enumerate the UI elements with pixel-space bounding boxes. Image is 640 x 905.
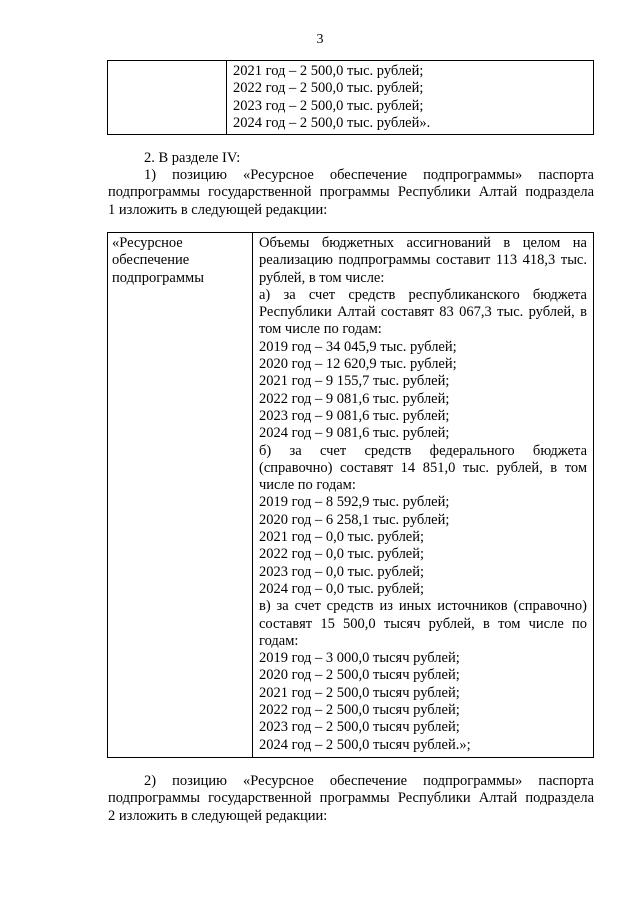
- table-main-line: том числе по годам:: [259, 321, 382, 338]
- table-main-line: 2021 год – 9 155,7 тыс. рублей;: [259, 373, 450, 390]
- table-main-line: 2021 год – 0,0 тыс. рублей;: [259, 529, 425, 546]
- paragraph-2-line: подпрограммы государственной программы Республики Алтай подраздела: [108, 790, 594, 807]
- table-main-line: в) за счет средств из иных источников (справочно): [259, 598, 587, 615]
- table-top-left-cell: [108, 61, 227, 135]
- table-main-line: 2020 год – 6 258,1 тыс. рублей;: [259, 511, 450, 528]
- paragraph-2-line: 2 изложить в следующей редакции:: [108, 807, 328, 824]
- table-resource-provision: [107, 232, 594, 758]
- table-main-left-line: подпрограммы: [112, 269, 204, 286]
- table-main-line: 2019 год – 3 000,0 тысяч рублей;: [259, 650, 460, 667]
- table-main-line: 2023 год – 9 081,6 тыс. рублей;: [259, 407, 450, 424]
- table-main-line: Объемы бюджетных ассигнований в целом на: [259, 235, 587, 251]
- table-main-line: (справочно) составят 14 851,0 тыс. рублей, в том: [259, 459, 587, 476]
- table-top-line: 2021 год – 2 500,0 тыс. рублей;: [233, 63, 424, 79]
- table-main-line: 2023 год – 0,0 тыс. рублей;: [259, 563, 425, 580]
- table-main-line: 2022 год – 2 500,0 тысяч рублей;: [259, 702, 460, 719]
- table-main-left-cell: [108, 233, 253, 758]
- table-main-line: 2020 год – 2 500,0 тысяч рублей;: [259, 667, 460, 684]
- table-main-line: годам:: [259, 632, 299, 649]
- paragraph-1-line: 1 изложить в следующей редакции:: [108, 201, 328, 218]
- table-main-line: а) за счет средств республиканского бюджета: [259, 286, 587, 303]
- paragraph-2-line: 2) позицию «Ресурсное обеспечение подпрограммы» паспорта: [144, 773, 594, 789]
- table-main-line: реализацию подпрограммы составит 113 418,3 тыс.: [259, 252, 587, 269]
- table-main-line: 2022 год – 0,0 тыс. рублей;: [259, 546, 425, 563]
- table-main-line: 2022 год – 9 081,6 тыс. рублей;: [259, 390, 450, 407]
- table-main-line: рублей, в том числе:: [259, 269, 385, 286]
- table-top-line: 2022 год – 2 500,0 тыс. рублей;: [233, 80, 424, 97]
- table-main-line: Республики Алтай составят 83 067,3 тыс. рублей, в: [259, 304, 587, 321]
- table-main-line: 2020 год – 12 620,9 тыс. рублей;: [259, 356, 457, 373]
- table-main-line: 2024 год – 0,0 тыс. рублей;: [259, 580, 425, 597]
- section-heading: 2. В разделе IV:: [144, 150, 241, 166]
- paragraph-2: [108, 773, 594, 825]
- table-main-line: б) за счет средств федерального бюджета: [259, 442, 587, 459]
- table-top-right-cell: [227, 61, 594, 135]
- paragraph-1: [108, 167, 594, 219]
- table-main-line: 2024 год – 2 500,0 тысяч рублей.»;: [259, 736, 471, 753]
- table-main-left-line: обеспечение: [112, 252, 190, 269]
- table-top-line: 2024 год – 2 500,0 тыс. рублей».: [233, 114, 431, 131]
- table-main-line: 2024 год – 9 081,6 тыс. рублей;: [259, 425, 450, 442]
- table-main-line: числе по годам:: [259, 477, 356, 494]
- table-top-fragment: [107, 60, 594, 135]
- table-main-left-line: «Ресурсное: [112, 235, 183, 251]
- table-main-right-cell: [253, 233, 594, 758]
- page-number: 3: [316, 32, 324, 47]
- table-main-line: 2023 год – 2 500,0 тысяч рублей;: [259, 719, 460, 736]
- table-main-line: составят 15 500,0 тысяч рублей, в том числе по: [259, 615, 587, 632]
- table-main-line: 2019 год – 8 592,9 тыс. рублей;: [259, 494, 450, 511]
- table-main-line: 2021 год – 2 500,0 тысяч рублей;: [259, 684, 460, 701]
- paragraph-1-line: подпрограммы государственной программы Республики Алтай подраздела: [108, 184, 594, 201]
- section-heading-block: [108, 150, 594, 167]
- paragraph-1-line: 1) позицию «Ресурсное обеспечение подпрограммы» паспорта: [144, 167, 594, 183]
- table-top-line: 2023 год – 2 500,0 тыс. рублей;: [233, 97, 424, 114]
- table-main-line: 2019 год – 34 045,9 тыс. рублей;: [259, 338, 457, 355]
